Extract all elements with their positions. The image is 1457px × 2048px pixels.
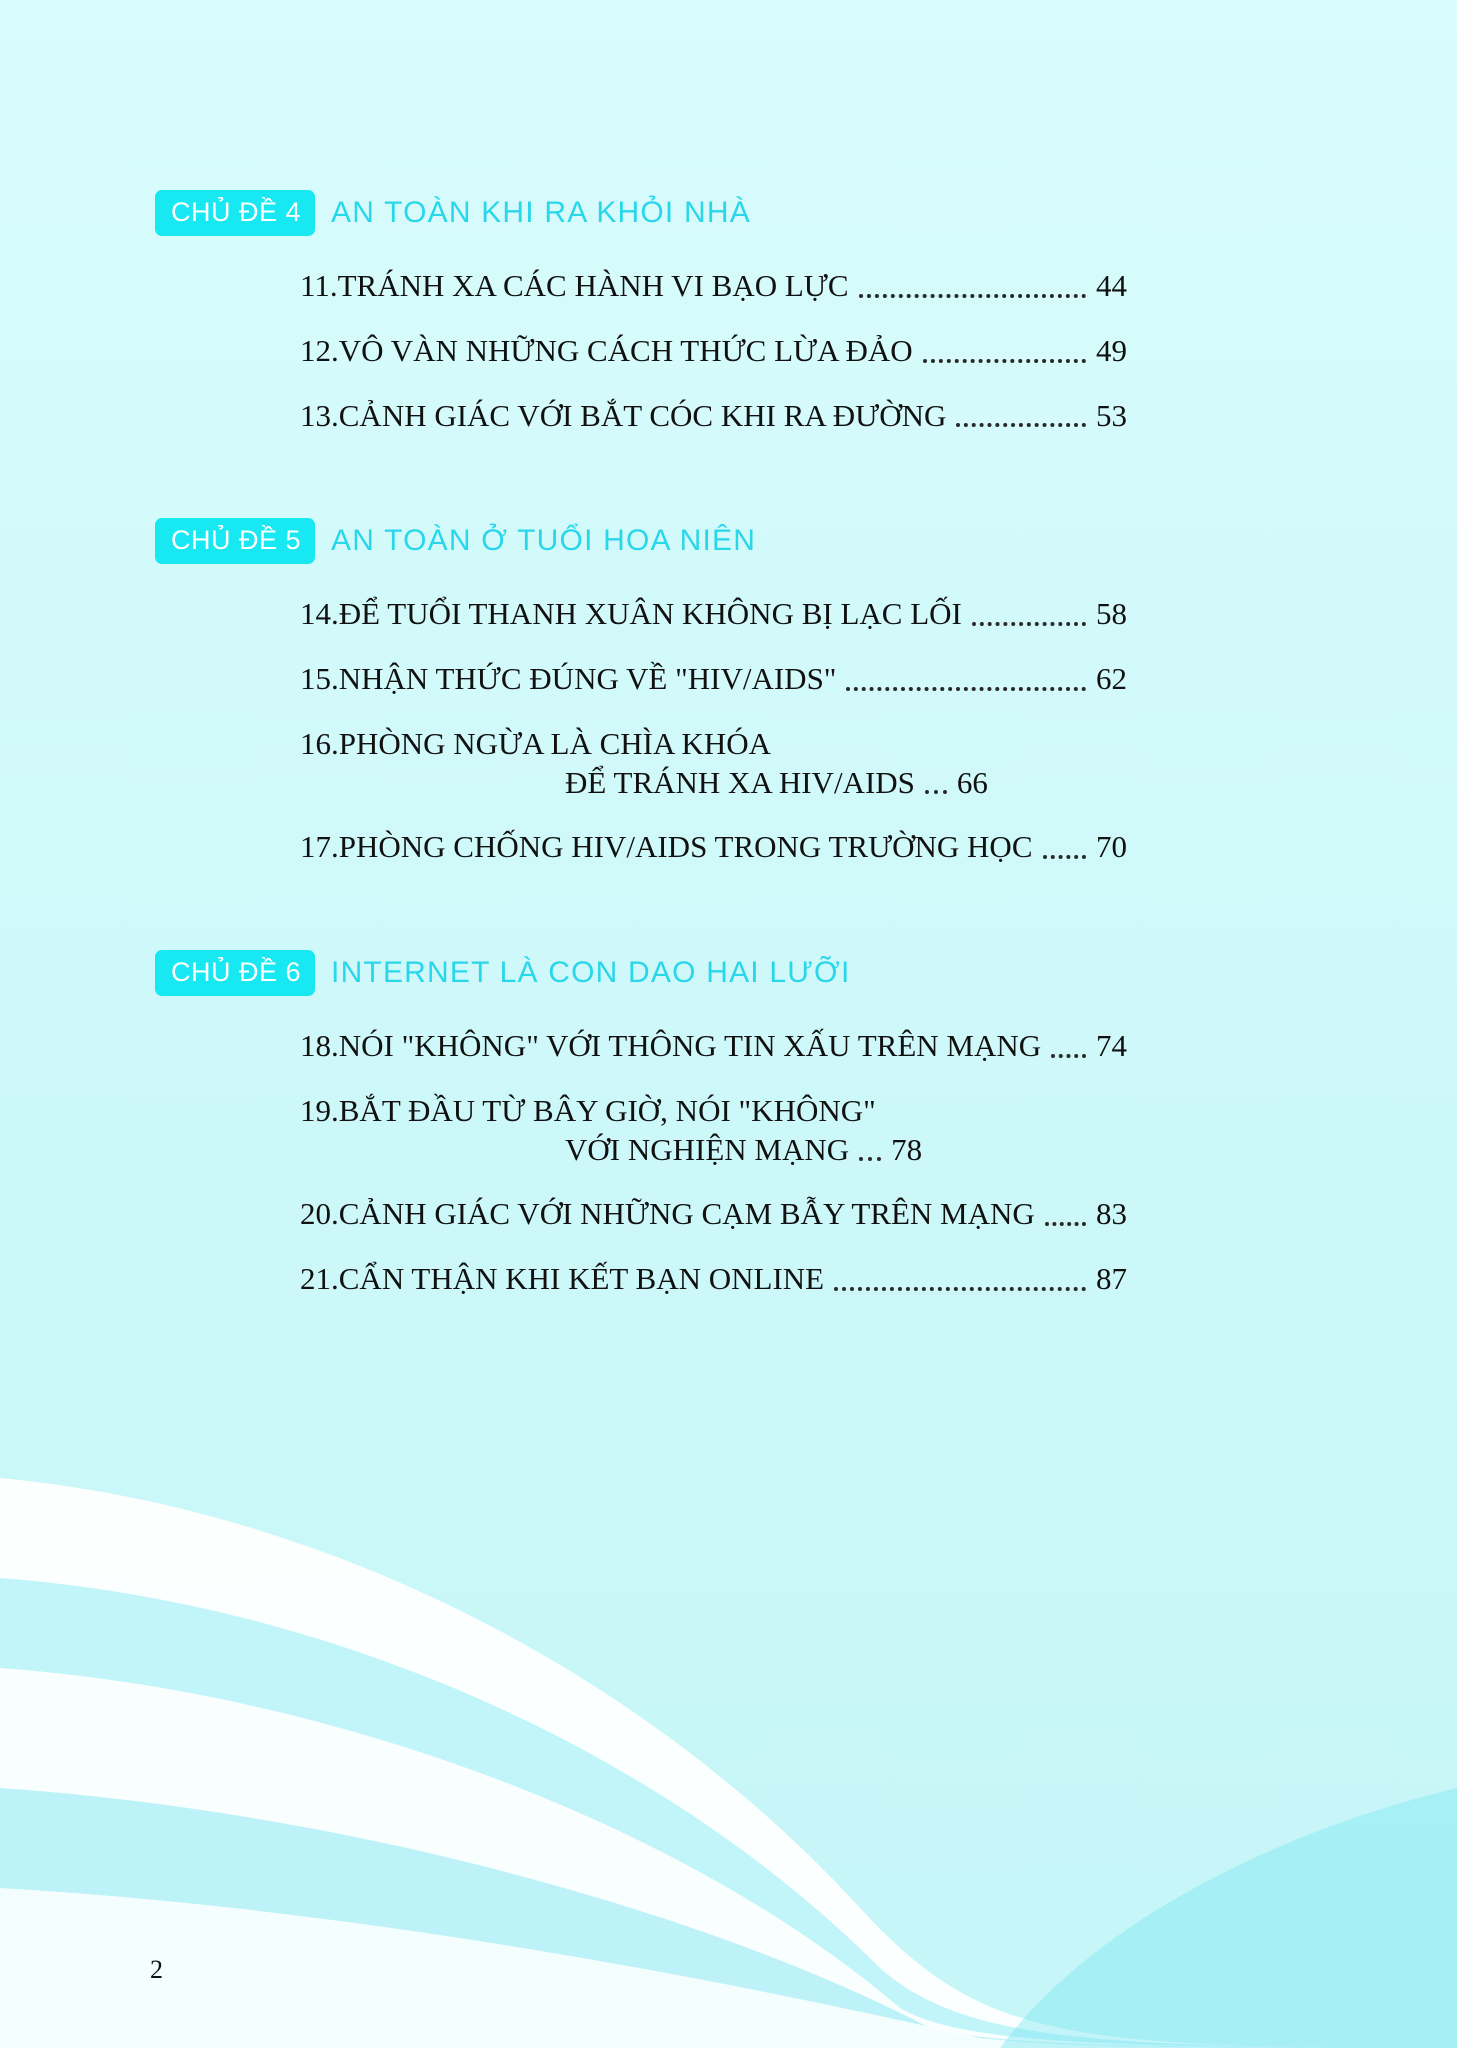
dot-leader — [923, 358, 1086, 363]
dot-leader — [956, 422, 1086, 427]
entry-number: 11. — [300, 268, 338, 303]
entry-page-number: 44 — [1096, 268, 1127, 303]
toc-entry[interactable] — [300, 647, 1127, 712]
entry-line-2 — [565, 764, 988, 803]
topic-chip: CHỦ ĐỀ 4 — [155, 190, 315, 236]
table-of-contents — [0, 190, 1457, 1318]
entry-label: NÓI "KHÔNG" VỚI THÔNG TIN XẤU TRÊN MẠNG — [338, 1028, 1042, 1063]
entry-label: BẮT ĐẦU TỪ BÂY GIỜ, NÓI "KHÔNG" — [338, 1092, 876, 1128]
entry-number: 20. — [300, 1196, 339, 1232]
dot-leader — [834, 1286, 1086, 1291]
dot-leader — [972, 621, 1086, 626]
section-title: AN TOÀN Ở TUỔI HOA NIÊN — [331, 524, 757, 558]
toc-entry[interactable] — [300, 1182, 1127, 1247]
page-folio: 2 — [150, 1955, 163, 1984]
dot-leader — [1043, 854, 1087, 859]
entry-page-number: 49 — [1096, 332, 1127, 368]
section-title: INTERNET LÀ CON DAO HAI LƯỠI — [331, 956, 851, 989]
entry-label: VÔ VÀN NHỮNG CÁCH THỨC LỪA ĐẢO — [338, 332, 913, 368]
entry-number: 21. — [300, 1261, 339, 1296]
topic-chip: CHỦ ĐỀ 5 — [155, 518, 315, 564]
toc-entry[interactable] — [300, 815, 1127, 880]
toc-entry[interactable] — [300, 712, 1127, 816]
dot-leader — [859, 1156, 881, 1161]
entry-line-2 — [565, 1131, 923, 1170]
dot-leader — [859, 293, 1086, 298]
entry-line-1 — [300, 725, 1127, 764]
toc-entry[interactable] — [300, 1014, 1127, 1079]
toc-section — [0, 950, 1457, 1312]
dot-leader — [1045, 1221, 1086, 1226]
entry-page-number: 78 — [891, 1131, 923, 1167]
entry-number: 12. — [300, 332, 339, 368]
entry-label: PHÒNG NGỪA LÀ CHÌA KHÓA — [338, 725, 771, 761]
entry-number: 14. — [300, 596, 339, 632]
entry-label-continued: VỚI NGHIỆN MẠNG — [565, 1131, 850, 1167]
section-header — [155, 518, 1457, 564]
entry-label: NHẬN THỨC ĐÚNG VỀ "HIV/AIDS" — [338, 661, 837, 696]
entry-page-number: 87 — [1096, 1261, 1127, 1296]
toc-entry[interactable] — [300, 384, 1127, 449]
entry-label: PHÒNG CHỐNG HIV/AIDS TRONG TRƯỜNG HỌC — [338, 829, 1033, 865]
toc-section — [0, 190, 1457, 448]
entry-page-number: 58 — [1096, 596, 1127, 632]
topic-chip: CHỦ ĐỀ 6 — [155, 950, 315, 996]
entry-page-number: 66 — [956, 764, 988, 800]
toc-entry[interactable] — [300, 1247, 1127, 1312]
entry-number: 18. — [300, 1028, 339, 1063]
entry-number: 15. — [300, 661, 339, 696]
entry-label: TRÁNH XA CÁC HÀNH VI BẠO LỰC — [337, 268, 849, 303]
toc-entry[interactable] — [300, 319, 1127, 384]
entry-label: CẢNH GIÁC VỚI BẮT CÓC KHI RA ĐƯỜNG — [338, 397, 947, 433]
entry-line-1 — [300, 1092, 1127, 1131]
dot-leader — [1051, 1053, 1086, 1058]
toc-entry[interactable] — [300, 1079, 1127, 1183]
entry-number: 13. — [300, 397, 339, 433]
entry-number: 19. — [300, 1092, 339, 1128]
entry-page-number: 70 — [1096, 829, 1127, 865]
section-title: AN TOÀN KHI RA KHỎI NHÀ — [331, 196, 751, 229]
section-header — [155, 950, 1457, 996]
dot-leader — [846, 686, 1086, 691]
toc-entry[interactable] — [300, 254, 1127, 319]
entry-page-number: 53 — [1096, 397, 1127, 433]
toc-section — [0, 518, 1457, 880]
entry-label: ĐỂ TUỔI THANH XUÂN KHÔNG BỊ LẠC LỐI — [338, 596, 962, 632]
entry-page-number: 62 — [1096, 661, 1127, 696]
entry-label: CẨN THẬN KHI KẾT BẠN ONLINE — [338, 1261, 825, 1296]
entry-page-number: 74 — [1096, 1028, 1127, 1063]
entry-number: 17. — [300, 829, 339, 865]
section-header — [155, 190, 1457, 236]
entry-label: CẢNH GIÁC VỚI NHỮNG CẠM BẪY TRÊN MẠNG — [338, 1196, 1035, 1232]
toc-entry[interactable] — [300, 582, 1127, 647]
entry-page-number: 83 — [1096, 1196, 1127, 1232]
dot-leader — [925, 789, 947, 794]
entry-label-continued: ĐỂ TRÁNH XA HIV/AIDS — [565, 764, 915, 800]
entry-number: 16. — [300, 725, 339, 761]
